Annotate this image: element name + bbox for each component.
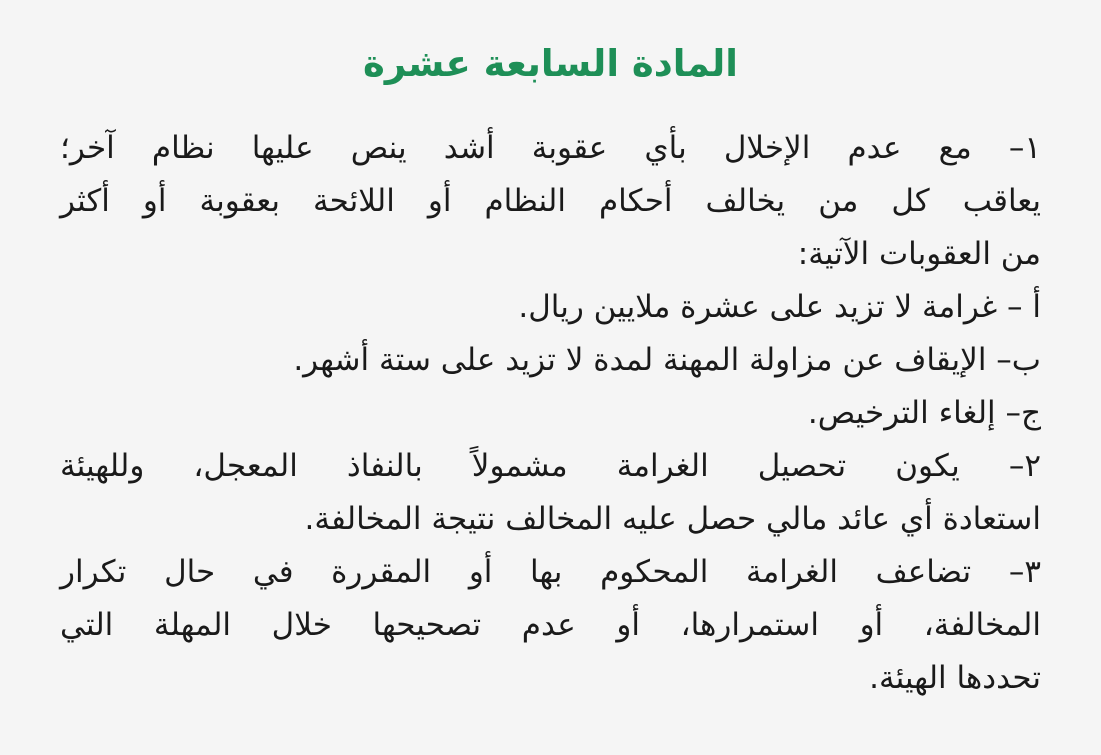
paragraph-3-line-1: ٣– تضاعف الغرامة المحكوم بها أو المقررة في حال تكرار xyxy=(60,554,1041,590)
paragraph-1-line-3: من العقوبات الآتية: xyxy=(797,236,1041,272)
paragraph-1-line-2: يعاقب كل من يخالف أحكام النظام أو اللائحة بعقوبة أو أكثر xyxy=(60,183,1041,219)
paragraph-3-line-3: تحددها الهيئة. xyxy=(869,660,1041,696)
penalty-a: أ – غرامة لا تزيد على عشرة ملايين ريال. xyxy=(518,289,1041,325)
penalty-b: ب– الإيقاف عن مزاولة المهنة لمدة لا تزيد على ستة أشهر. xyxy=(293,342,1041,378)
penalty-c: ج– إلغاء الترخيص. xyxy=(807,395,1041,431)
paragraph-1-line-1: ١– مع عدم الإخلال بأي عقوبة أشد ينص عليها نظام آخر؛ xyxy=(60,130,1041,166)
article-title: المادة السابعة عشرة xyxy=(363,42,738,85)
paragraph-2-line-2: استعادة أي عائد مالي حصل عليه المخالف نتيجة المخالفة. xyxy=(304,501,1041,537)
article-body xyxy=(60,122,1041,705)
paragraph-3-line-2: المخالفة، أو استمرارها، أو عدم تصحيحها خلال المهلة التي xyxy=(60,607,1041,643)
paragraph-2-line-1: ٢– يكون تحصيل الغرامة مشمولاً بالنفاذ المعجل، وللهيئة xyxy=(60,448,1041,484)
